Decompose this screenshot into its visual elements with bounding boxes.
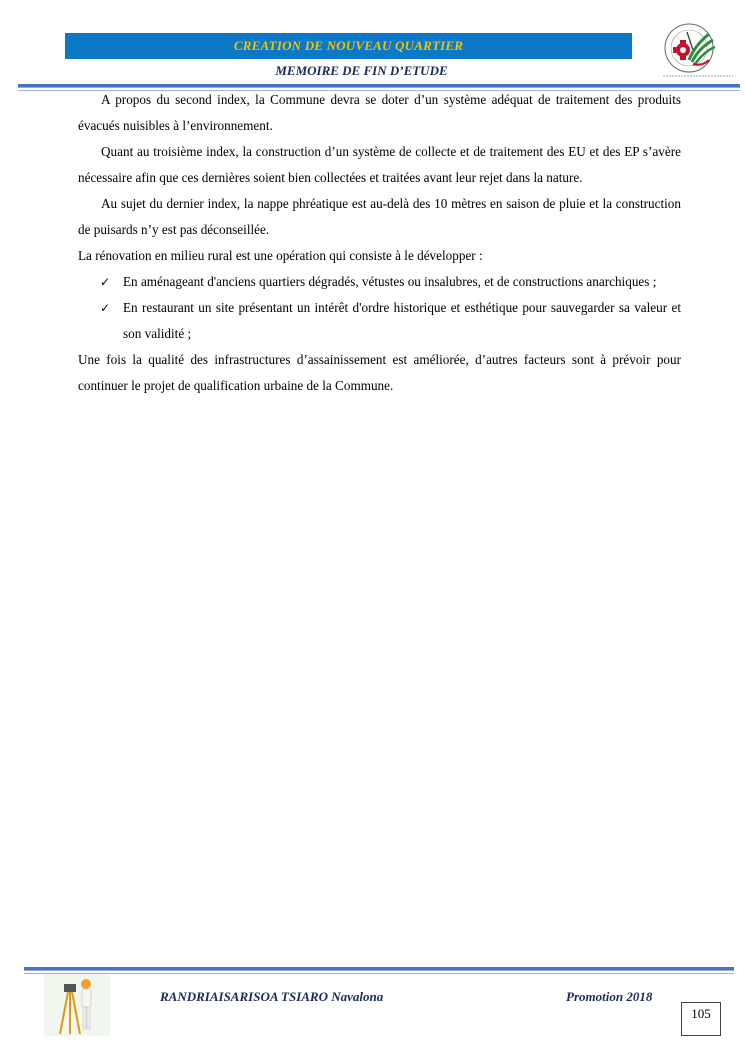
- list-item-text: En restaurant un site présentant un intérêt d'ordre historique et esthétique pour sauvegarder sa valeur et son validité ;: [123, 300, 681, 341]
- checkmark-icon: ✓: [100, 301, 111, 315]
- footer-author: RANDRIAISARISOA TSIARO Navalona: [160, 989, 384, 1004]
- list-item: [100, 295, 681, 347]
- surveyor-illustration: [44, 974, 110, 1036]
- document-title: CREATION DE NOUVEAU QUARTIER: [233, 38, 464, 53]
- list-item-text: En aménageant d'anciens quartiers dégradés, vétustes ou insalubres, et de constructions anarchiques ;: [123, 274, 657, 289]
- list-item: [100, 269, 681, 295]
- paragraph-last-index: Au sujet du dernier index, la nappe phréatique est au-delà des 10 mètres en saison de pluie et la construction de puisards n’y est pas déconseillée.: [78, 196, 681, 237]
- footer-promotion: Promotion 2018: [566, 989, 653, 1004]
- page-number: 105: [681, 1002, 721, 1036]
- footer-rule-thin: [24, 973, 734, 974]
- document-subtitle: MEMOIRE DE FIN D’ETUDE: [275, 63, 448, 78]
- paragraph-third-index: Quant au troisième index, la construction d’un système de collecte et de traitement des EU et des EP s’avère nécessaire afin que ces dernières soient bien collectées et traitées avant leur rejet dans la nature.: [78, 144, 681, 185]
- paragraph-conclusion: Une fois la qualité des infrastructures d’assainissement est améliorée, d’autres facteurs sont à prévoir pour continuer le projet de qualification urbaine de la Commune.: [78, 352, 681, 393]
- paragraph-renovation-intro: La rénovation en milieu rural est une opération qui consiste à le développer :: [78, 248, 483, 263]
- header-title-bar: [65, 33, 632, 59]
- renovation-list: [78, 269, 681, 347]
- paragraph-second-index: A propos du second index, la Commune devra se doter d’un système adéquat de traitement des produits évacués nuisibles à l’environnement.: [78, 92, 681, 133]
- footer-rule: [24, 967, 734, 971]
- institution-logo: [659, 20, 737, 80]
- document-body: [78, 87, 681, 399]
- checkmark-icon: ✓: [100, 275, 111, 289]
